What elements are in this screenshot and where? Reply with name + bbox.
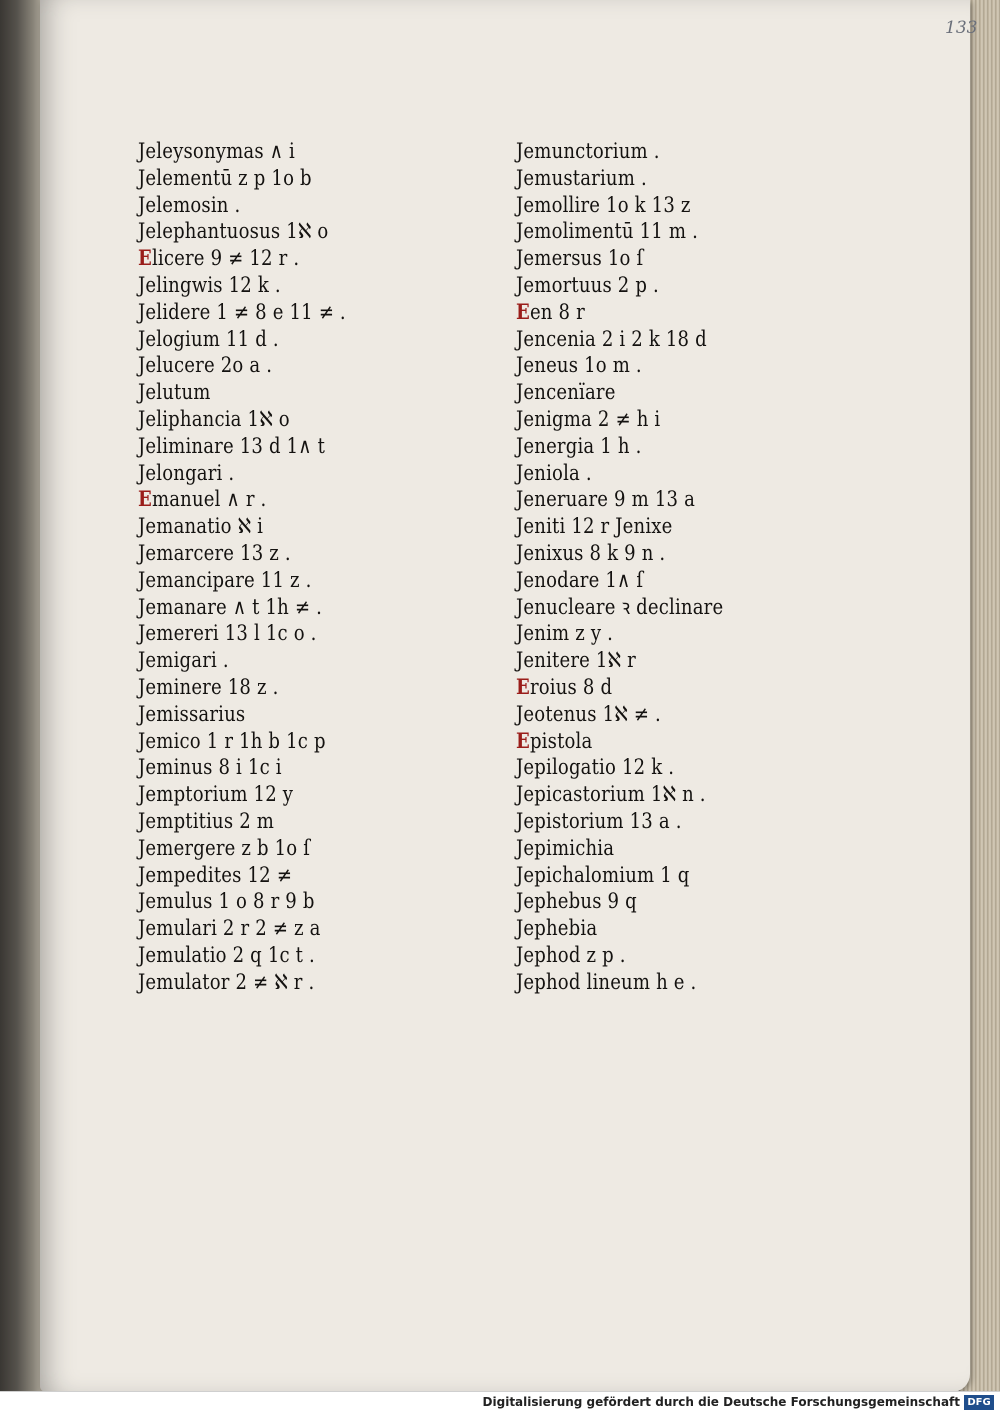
index-entry: Jemulari 2 r 2 ≠ z a bbox=[138, 916, 321, 941]
index-entry: Jelementū z p 1o b bbox=[138, 165, 312, 190]
entry-text: licere 9 ≠ 12 r . bbox=[151, 246, 300, 271]
entry-text: manuel ∧ r . bbox=[151, 487, 267, 512]
rubricated-initial: E bbox=[138, 486, 152, 512]
index-entry: Jeniti 12 r Jenixe bbox=[516, 514, 673, 539]
index-entry: Jeleysonymas ∧ i bbox=[138, 139, 295, 163]
rubricated-initial: E bbox=[516, 727, 530, 753]
index-entry: Jemustarium . bbox=[516, 165, 647, 190]
index-entry: Jenergia 1 h . bbox=[516, 433, 642, 458]
index-entry: Jeniola . bbox=[516, 460, 592, 485]
entry-text: pistola bbox=[529, 728, 593, 753]
index-entry: Jemancipare 11 z . bbox=[138, 567, 312, 592]
rubricated-initial: E bbox=[138, 245, 152, 271]
index-entry: Jelutum bbox=[138, 380, 211, 405]
index-entry: Jemulatio 2 q 1c t . bbox=[138, 942, 315, 967]
index-entry: Jeminere 18 z . bbox=[138, 674, 279, 699]
index-entry: Jemortuus 2 p . bbox=[516, 272, 659, 297]
index-entry: Jemico 1 r 1h b 1c p bbox=[138, 728, 326, 753]
book-page bbox=[40, 0, 970, 1392]
funding-notice: Digitalisierung gefördert durch die Deutsche Forschungsgemeinschaft bbox=[482, 1395, 960, 1409]
entry-text: roius 8 d bbox=[529, 674, 613, 699]
index-entry: Jelingwis 12 k . bbox=[138, 272, 281, 297]
index-entry: Jenim z y . bbox=[516, 621, 614, 646]
index-entry: Jemulus 1 o 8 r 9 b bbox=[138, 889, 315, 914]
index-entry: Jeneus 1o m . bbox=[516, 353, 642, 378]
rubricated-initial: E bbox=[516, 673, 530, 699]
index-entry bbox=[138, 486, 346, 513]
index-entry: Jencenïare bbox=[516, 380, 616, 405]
index-entry bbox=[516, 674, 723, 701]
rubricated-initial: E bbox=[516, 298, 530, 324]
index-entry: Jephod z p . bbox=[516, 942, 626, 967]
folio-number: 133 bbox=[945, 18, 978, 38]
dfg-logo-icon: DFG bbox=[964, 1395, 994, 1410]
index-entry: Jephod lineum h e . bbox=[516, 969, 697, 994]
index-entry: Jemollire 1o k 13 z bbox=[516, 192, 691, 217]
index-entry: Jelogium 11 d . bbox=[138, 326, 279, 351]
index-entry: Jelidere 1 ≠ 8 e 11 ≠ . bbox=[138, 299, 346, 324]
index-entry: Jemigari . bbox=[138, 648, 229, 673]
index-entry: Jenucleare ꝛ declinare bbox=[516, 594, 724, 619]
index-entry: Jeliphancia 1ℵ o bbox=[138, 406, 290, 431]
index-entry: Jenigma 2 ≠ h i bbox=[516, 406, 661, 431]
index-entry: Jemergere z b 1o ſ bbox=[138, 835, 311, 860]
index-entry: Jelongari . bbox=[138, 460, 235, 485]
index-entry: Jelephantuosus 1ℵ o bbox=[138, 219, 329, 244]
index-entry: Jepimichia bbox=[516, 835, 615, 860]
footer-bar bbox=[0, 1391, 1000, 1414]
index-entry bbox=[516, 728, 723, 755]
index-entry: Jeneruare 9 m 13 a bbox=[516, 487, 696, 512]
index-entry: Jeotenus 1ℵ ≠ . bbox=[516, 701, 661, 726]
index-entry: Jemunctorium . bbox=[516, 139, 660, 163]
index-entry: Jepistorium 13 a . bbox=[516, 808, 682, 833]
index-entry: Jemanatio ℵ i bbox=[138, 514, 264, 539]
index-entry: Jemersus 1o ſ bbox=[516, 246, 644, 271]
index-entry: Jepilogatio 12 k . bbox=[516, 755, 675, 780]
index-entry bbox=[516, 299, 723, 326]
index-entry: Jemissarius bbox=[138, 701, 246, 726]
index-entry: Jemptitius 2 m bbox=[138, 808, 275, 833]
index-entry: Jencenia 2 i 2 k 18 d bbox=[516, 326, 707, 351]
entry-text: en 8 r bbox=[529, 299, 585, 324]
index-entry: Jenodare 1∧ ſ bbox=[516, 567, 644, 592]
index-entry: Jemanare ∧ t 1h ≠ . bbox=[138, 594, 322, 619]
index-entry: Jenitere 1ℵ r bbox=[516, 648, 636, 673]
index-entry: Jemulator 2 ≠ ℵ r . bbox=[138, 969, 315, 994]
index-entry: Jelucere 2o a . bbox=[138, 353, 273, 378]
index-entry: Jepicastorium 1ℵ n . bbox=[516, 782, 706, 807]
index-entry bbox=[138, 245, 346, 272]
index-entry: Jephebus 9 q bbox=[516, 889, 637, 914]
index-entry: Jepichalomium 1 q bbox=[516, 862, 690, 887]
index-entry: Jephebia bbox=[516, 916, 598, 941]
index-entry: Jemarcere 13 z . bbox=[138, 540, 291, 565]
index-entry: Jemolimentū 11 m . bbox=[516, 219, 698, 244]
index-entry: Jeminus 8 i 1c i bbox=[138, 755, 282, 780]
index-entry: Jempedites 12 ≠ bbox=[138, 862, 293, 887]
index-entry: Jelemosin . bbox=[138, 192, 241, 217]
index-entry: Jeliminare 13 d 1∧ t bbox=[138, 433, 326, 458]
index-entry: Jemptorium 12 y bbox=[138, 782, 294, 807]
left-column bbox=[138, 138, 380, 996]
index-entry: Jenixus 8 k 9 n . bbox=[516, 540, 666, 565]
right-column bbox=[516, 138, 757, 996]
index-entry: Jemereri 13 l 1c o . bbox=[138, 621, 317, 646]
